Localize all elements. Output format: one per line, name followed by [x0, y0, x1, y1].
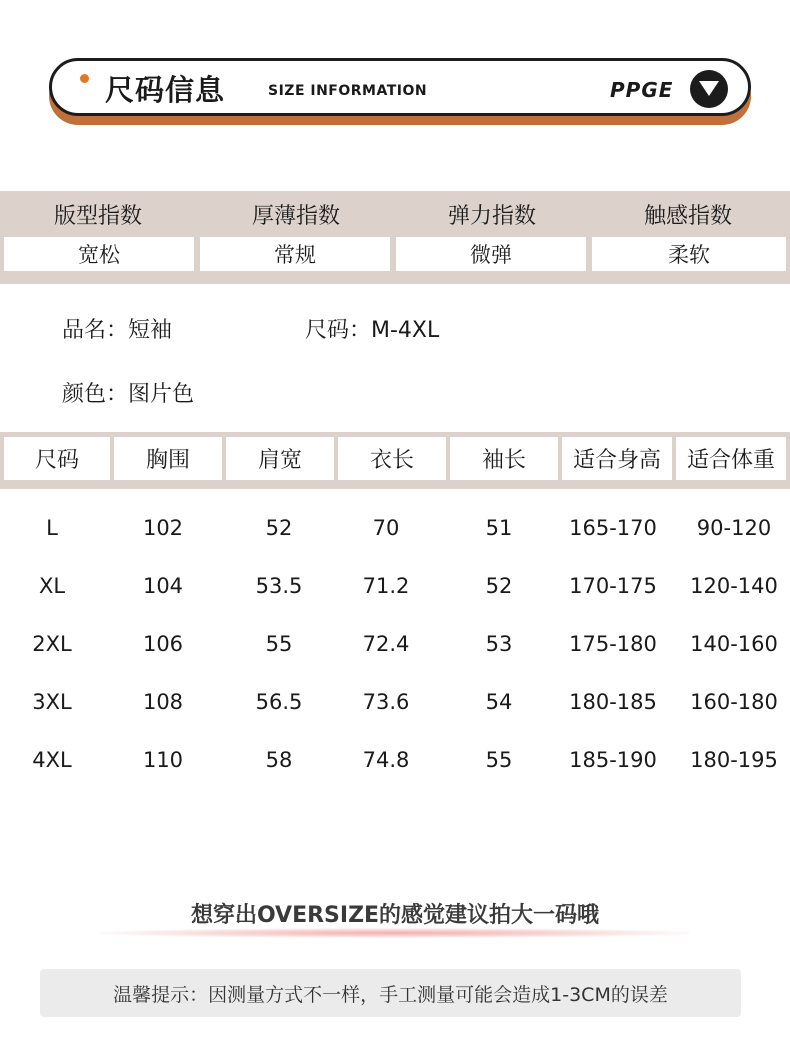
size-cell: L [46, 516, 58, 540]
tip-underline [100, 928, 690, 938]
table-row [0, 508, 790, 548]
table-row [0, 740, 790, 780]
height-cell: 185-190 [569, 748, 657, 772]
oversize-tip: 想穿出OVERSIZE的感觉建议拍大一码哦 [190, 903, 600, 928]
shoulder-cell: 55 [265, 632, 293, 656]
sleeve-cell: 52 [485, 574, 513, 598]
length-cell: 74.8 [362, 748, 410, 772]
shoulder-cell: 52 [265, 516, 293, 540]
product-name: 品名：短袖 [62, 318, 173, 343]
size-cell: 3XL [32, 690, 72, 714]
size-header-cell: 胸围 [114, 437, 222, 480]
chest-cell: 110 [142, 748, 184, 772]
length-cell: 73.6 [362, 690, 410, 714]
chevron-down-icon[interactable] [690, 70, 728, 108]
index-table [0, 191, 790, 284]
length-cell: 71.2 [362, 574, 410, 598]
index-header: 触感指数 [643, 203, 732, 229]
length-cell: 72.4 [362, 632, 410, 656]
weight-cell: 160-180 [690, 690, 778, 714]
size-header-cell: 适合体重 [676, 437, 786, 480]
chest-cell: 106 [142, 632, 184, 656]
index-value: 微弹 [396, 237, 586, 271]
product-size-range: 尺码：M-4XL [305, 318, 440, 343]
shoulder-cell: 56.5 [255, 690, 303, 714]
size-cell: XL [38, 574, 66, 598]
brand-logo: PPGE [610, 78, 674, 102]
size-header-cell: 尺码 [4, 437, 110, 480]
size-header-cell: 衣长 [338, 437, 446, 480]
weight-cell: 120-140 [690, 574, 778, 598]
index-value: 宽松 [4, 237, 194, 271]
sleeve-cell: 54 [485, 690, 513, 714]
index-header: 版型指数 [53, 203, 142, 229]
measurement-note: 温馨提示：因测量方式不一样，手工测量可能会造成1-3CM的误差 [40, 969, 741, 1017]
size-header-cell: 袖长 [450, 437, 558, 480]
table-row [0, 682, 790, 722]
weight-cell: 180-195 [690, 748, 778, 772]
height-cell: 165-170 [569, 516, 657, 540]
shoulder-cell: 58 [265, 748, 293, 772]
product-color: 颜色：图片色 [62, 382, 195, 407]
header-dot-icon [80, 74, 89, 83]
header-title: 尺码信息 [105, 73, 226, 107]
table-row [0, 566, 790, 606]
length-cell: 70 [372, 516, 400, 540]
shoulder-cell: 53.5 [255, 574, 303, 598]
chest-cell: 104 [142, 574, 184, 598]
index-value: 柔软 [592, 237, 786, 271]
weight-cell: 140-160 [690, 632, 778, 656]
size-cell: 2XL [32, 632, 72, 656]
index-header: 弹力指数 [447, 203, 536, 229]
index-value: 常规 [200, 237, 390, 271]
index-header: 厚薄指数 [251, 203, 340, 229]
height-cell: 170-175 [569, 574, 657, 598]
chest-cell: 108 [142, 690, 184, 714]
sleeve-cell: 55 [485, 748, 513, 772]
sleeve-cell: 51 [485, 516, 513, 540]
size-cell: 4XL [32, 748, 72, 772]
weight-cell: 90-120 [696, 516, 772, 540]
chest-cell: 102 [142, 516, 184, 540]
sleeve-cell: 53 [485, 632, 513, 656]
size-header-cell: 肩宽 [226, 437, 334, 480]
size-table-header [0, 432, 790, 489]
table-row [0, 624, 790, 664]
header-subtitle: SIZE INFORMATION [268, 83, 428, 99]
size-header-cell: 适合身高 [562, 437, 672, 480]
height-cell: 175-180 [569, 632, 657, 656]
height-cell: 180-185 [569, 690, 657, 714]
